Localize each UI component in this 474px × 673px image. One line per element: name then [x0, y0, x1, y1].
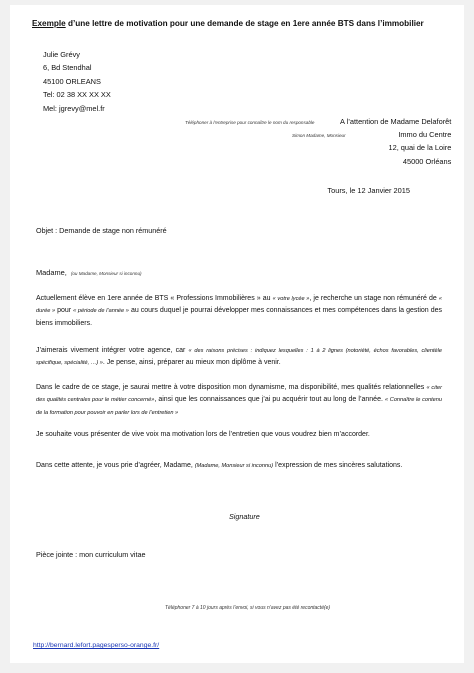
- p2-text-c: . Je pense, ainsi, préparer au mieux mon diplôme à venir.: [102, 359, 281, 367]
- salutation: [36, 268, 142, 277]
- address-note: Simon Madame, Monsieur: [292, 133, 346, 138]
- page-title: [32, 19, 424, 28]
- sender-email: Mel: jgrevy@mel.fr: [43, 103, 105, 113]
- p5-text-a: Dans cette attente, je vous prie d’agréer, Madame,: [36, 462, 195, 469]
- recipient-street: 12, quai de la Loire: [388, 143, 452, 153]
- paragraph-3: [36, 382, 442, 419]
- paragraph-1: [36, 293, 442, 329]
- signature-label: Signature: [229, 512, 260, 521]
- p1-text-a: Actuellement élève en 1ere année de BTS « Professions Immobilières » au: [36, 295, 273, 302]
- p2-text-a: J’aimerais vivement intégrer votre agence, car: [36, 347, 189, 354]
- letter-object: Objet : Demande de stage non rémunéré: [36, 226, 167, 235]
- title-text: d’une lettre de motivation pour une demande de stage en 1ere année BTS dans l’immobilier: [65, 19, 424, 28]
- p3-text-c: , ainsi que les connaissances que j’ai pu acquérir tout au long de l’année.: [154, 396, 385, 404]
- p1-text-e: pour: [55, 307, 74, 315]
- sender-name: Julie Grévy: [43, 50, 80, 59]
- p1-placeholder-duration: « durée »: [36, 296, 442, 315]
- recipient-block: [340, 115, 451, 168]
- p1-placeholder-school: « votre lycée »: [272, 296, 310, 302]
- attachment-line: Pièce jointe : mon curriculum vitae: [36, 550, 146, 559]
- paragraph-4: Je souhaite vous présenter de vive voix ma motivation lors de l’entretien que vous voudrez bien m’accorder.: [36, 431, 370, 438]
- source-link[interactable]: http://bernard.lefort.pagesperso-orange.fr/: [33, 642, 160, 649]
- recipient-company: Immo du Centre: [398, 130, 452, 140]
- p3-placeholder-training: « Connaître le contenu de la formation pour pouvoir en parler lors de l’entretien »: [36, 397, 442, 416]
- p3-placeholder-qualities: « citer des qualités centrales pour le métier concerné»: [36, 385, 442, 404]
- letter-date: Tours, le 12 Janvier 2015: [327, 186, 410, 195]
- p1-text-g: au cours duquel je pourrai développer mes connaissances et mes compétences dans la gestion des biens immobiliers.: [36, 307, 442, 327]
- salutation-note: (ou Madame, Monsieur si inconnu): [70, 271, 142, 276]
- p5-text-c: l’expression de mes sincères salutations.: [273, 462, 403, 469]
- recipient-attention: A l’attention de Madame Delaforêt: [340, 117, 452, 126]
- sender-street: 6, Bd Stendhal: [43, 63, 92, 73]
- p2-placeholder-reasons: « des raisons précises : indiquez lesquelles : 1 à 2 lignes (notoriété, échos favorables, clientèle spécifique, spécialité, …) »: [36, 348, 442, 367]
- p1-text-c: , je recherche un stage non rémunéré de: [309, 295, 439, 302]
- title-example-label: Exemple: [32, 19, 66, 28]
- recipient-city: 45000 Orléans: [402, 156, 452, 166]
- salutation-text: Madame,: [36, 268, 67, 277]
- sender-block: [43, 48, 111, 115]
- sender-phone: Tel: 02 38 XX XX XX: [43, 90, 111, 100]
- phone-note: Téléphoner à l’entreprise pour connaître le nom du responsable: [185, 120, 315, 125]
- paragraph-2: [36, 345, 442, 370]
- p1-placeholder-period: « période de l’année »: [73, 308, 129, 315]
- p3-text-a: Dans le cadre de ce stage, je saurai mettre à votre disposition mon dynamisme, ma disponibilité, mes qualités relationnelles: [36, 384, 427, 391]
- p5-placeholder-title: (Madame, Monsieur si inconnu): [194, 463, 274, 469]
- sender-city: 45100 ORLEANS: [43, 76, 101, 86]
- paragraph-5: [36, 460, 442, 472]
- followup-note: Téléphoner 7 à 10 jours après l’envoi, si vous n’avez pas été recontacté(e): [165, 605, 331, 611]
- letter-page: [10, 5, 464, 663]
